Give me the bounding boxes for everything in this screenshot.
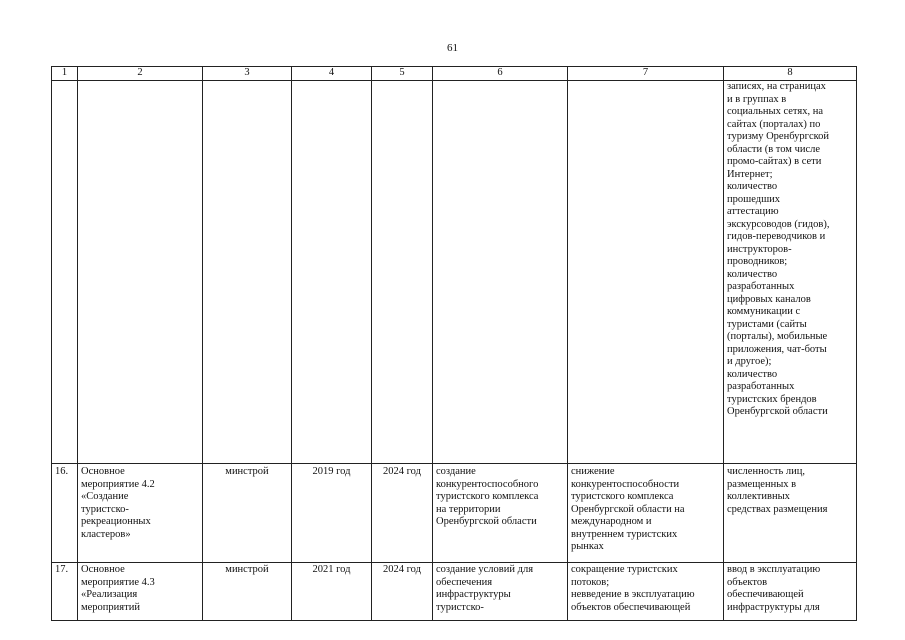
activity-name: Основное мероприятие 4.3 «Реализация мероприятий [78,563,203,621]
expected-result: создание условий для обеспечения инфраструктуры туристско- [433,563,568,621]
end-year: 2024 год [372,563,433,621]
row-number: 16. [52,464,78,563]
header-cell-2: 2 [78,67,203,81]
header-cell-6: 6 [433,67,568,81]
empty-cell [433,81,568,464]
header-cell-1: 1 [52,67,78,81]
activity-name: Основное мероприятие 4.2 «Создание туристско- рекреационных кластеров» [78,464,203,563]
page-number: 61 [447,42,458,54]
header-cell-8: 8 [724,67,857,81]
empty-cell [292,81,372,464]
non-implementation-consequences: сокращение туристских потоков; невведение в эксплуатацию объектов обеспечивающей [568,563,724,621]
empty-cell [52,81,78,464]
start-year: 2021 год [292,563,372,621]
table-row [52,563,857,621]
empty-cell [203,81,292,464]
expected-result: создание конкурентоспособного туристского комплекса на территории Оренбургской области [433,464,568,563]
header-cell-4: 4 [292,67,372,81]
table-row [52,464,857,563]
empty-cell [568,81,724,464]
indicators-cell-continued: записях, на страницах и в группах в социальных сетях, на сайтах (порталах) по туризму Оренбургской области (в том числе промо-сайтах) в сети Интернет; количество прошедших аттестацию экскурсоводов (гидов), гидов-переводчиков и инструкторов- проводников; количество разработанных цифровых каналов коммуникации с туристами (сайты (порталы), мобильные приложения, чат-боты и другое); количество разработанных туристских брендов Оренбургской области [724,81,857,464]
header-cell-3: 3 [203,67,292,81]
row-number: 17. [52,563,78,621]
executor: минстрой [203,464,292,563]
header-cell-5: 5 [372,67,433,81]
header-cell-7: 7 [568,67,724,81]
non-implementation-consequences: снижение конкурентоспособности туристского комплекса Оренбургской области на международном и внутреннем туристских рынках [568,464,724,563]
related-indicators: численность лиц, размещенных в коллективных средствах размещения [724,464,857,563]
start-year: 2019 год [292,464,372,563]
program-activities-table [51,66,857,621]
related-indicators: ввод в эксплуатацию объектов обеспечивающей инфраструктуры для [724,563,857,621]
empty-cell [78,81,203,464]
end-year: 2024 год [372,464,433,563]
empty-cell [372,81,433,464]
executor: минстрой [203,563,292,621]
table-row-continuation [52,81,857,464]
table-header-row [52,67,857,81]
